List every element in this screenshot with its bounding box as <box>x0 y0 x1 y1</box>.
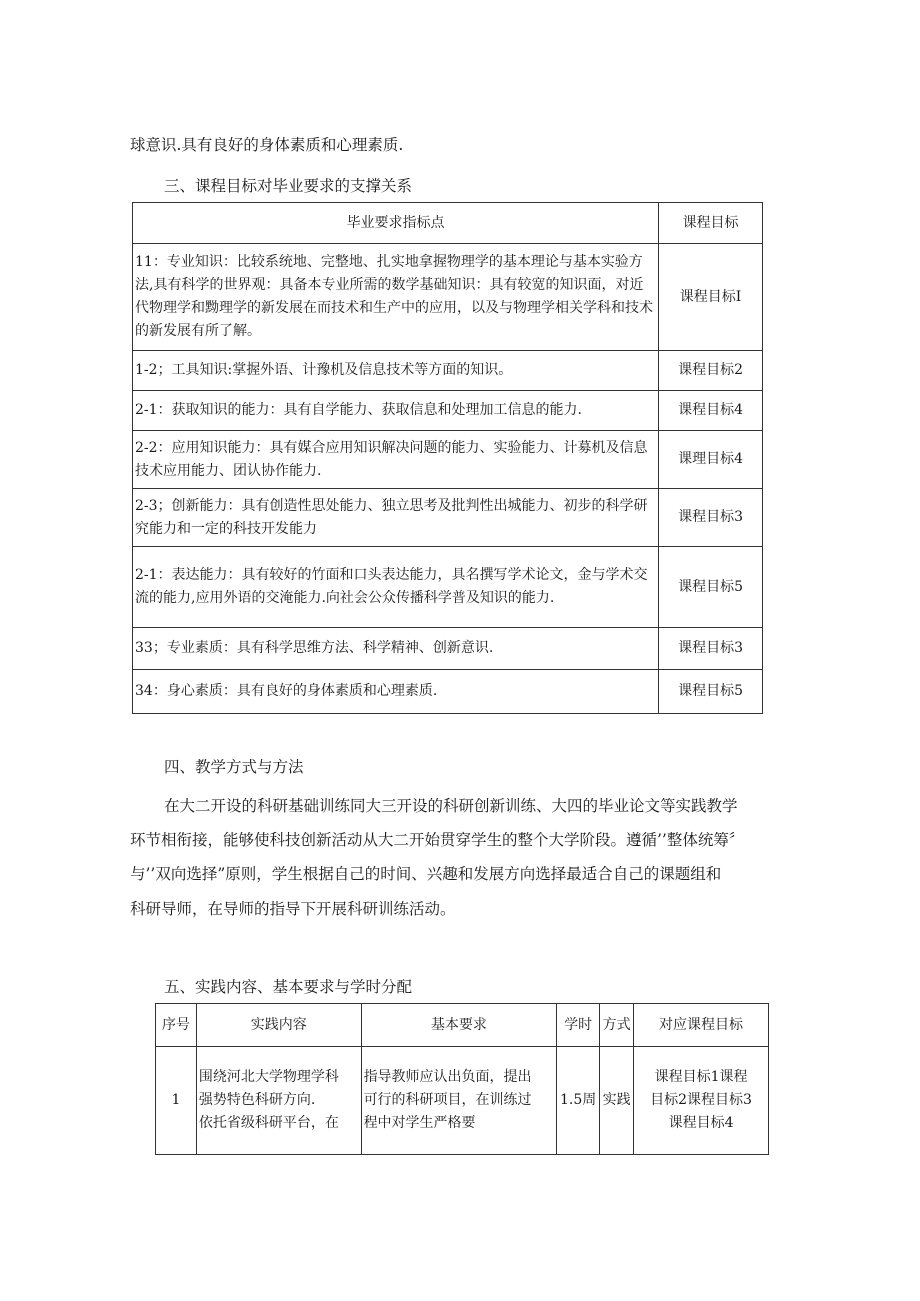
table-row <box>133 244 763 351</box>
goal-cell: 课程目标4 <box>659 391 763 431</box>
table-header-row <box>133 203 763 244</box>
goal-cell: 课程目标3 <box>659 489 763 547</box>
requirement-cell: 1-2；工具知识:掌握外语、计豫机及信息技术等方面的知识。 <box>133 351 659 391</box>
requirement-cell: 2-2：应用知识能力：具有媒合应用知识解决问题的能力、实验能力、计募机及信息技术应用能力、团认协作能力. <box>133 431 659 489</box>
header-goal: 对应课程目标 <box>634 1004 769 1047</box>
header-hours: 学时 <box>557 1004 600 1047</box>
table-row <box>133 628 763 670</box>
content-line: 围绕河北大学物理学科 <box>198 1069 339 1085</box>
table-row <box>133 391 763 431</box>
paragraph-line: 与’’双向选择”原则，学生根据自己的时间、兴趣和发展方向选择最适合自己的课题组和 <box>130 865 722 883</box>
requirement-cell: 2-3；创新能力：具有创造性思处能力、独立思考及批判性出城能力、初步的科学研究能力和一定的科技开发能力 <box>133 489 659 547</box>
goal-cell: 课理目标4 <box>659 431 763 489</box>
hours-cell: 1.5周 <box>557 1047 600 1155</box>
header-requirement: 基本要求 <box>361 1004 557 1047</box>
goal-cell: 课程目标3 <box>659 628 763 670</box>
section4-heading: 四、教学方式与方法 <box>164 758 304 776</box>
requirement-line: 程中对学生严格要 <box>363 1115 476 1131</box>
support-relation-table <box>132 202 763 714</box>
goal-cell: 课程目标2 <box>659 351 763 391</box>
row-no: 1 <box>156 1047 197 1155</box>
table-header-row <box>156 1004 769 1047</box>
table-row <box>133 489 763 547</box>
paragraph-line: 环节相衔接，能够使科技创新活动从大二开始贯穿学生的整个大学阶段。遵循’’整体统筹〞 <box>130 831 745 849</box>
goal-cell: 课程目标5 <box>659 547 763 628</box>
practice-table <box>155 1003 769 1155</box>
requirement-cell: 2-1：获取知识的能力：具有自学能力、获取信息和处理加工信息的能力. <box>133 391 659 431</box>
goal-cell: 课程目标5 <box>659 670 763 714</box>
content-line: 强势特色科研方向. <box>198 1092 316 1108</box>
header-no: 序号 <box>156 1004 197 1047</box>
content-cell <box>196 1047 361 1155</box>
requirement-cell: 34：身心素质：具有良好的身体素质和心理素质. <box>133 670 659 714</box>
goal-line: 课程目标1课程 <box>654 1069 748 1085</box>
content-line: 依托省级科研平台，在 <box>198 1115 339 1131</box>
section3-heading: 三、课程目标对毕业要求的支撑关系 <box>164 177 413 195</box>
goal-cell <box>634 1047 769 1155</box>
header-requirement: 毕业要求指标点 <box>133 203 659 244</box>
paragraph-line: 在大二开设的科研基础训练同大三开设的科研创新训练、大四的毕业论文等实践教学 <box>164 797 738 815</box>
table-row <box>133 670 763 714</box>
goal-line: 课程目标4 <box>668 1115 734 1131</box>
method-cell: 实践 <box>600 1047 634 1155</box>
header-method: 方式 <box>600 1004 634 1047</box>
table-row <box>156 1047 769 1155</box>
table-row <box>133 351 763 391</box>
table-row <box>133 431 763 489</box>
requirement-cell <box>361 1047 557 1155</box>
requirement-cell: 11：专业知识：比较系统地、完整地、扎实地拿握物理学的基本理论与基本实验方法,具有科学的世界观：具备本专业所需的数学基础知识：具有较宽的知识面，对近代物理学和黝理学的新发展在而技术和生产中的应用，以及与物理学相关学科和技术的新发展有所了解。 <box>133 244 659 351</box>
header-content: 实践内容 <box>196 1004 361 1047</box>
header-goal: 课程目标 <box>659 203 763 244</box>
section5-heading: 五、实践内容、基本要求与学时分配 <box>164 978 413 996</box>
table-row <box>133 547 763 628</box>
goal-line: 目标2课程目标3 <box>650 1092 752 1108</box>
requirement-line: 指导教师应认出负面，提出 <box>363 1069 532 1085</box>
requirement-line: 可行的科研项目，在训练过 <box>363 1092 532 1108</box>
requirement-cell: 33；专业素质：具有科学思维方法、科学精神、创新意识. <box>133 628 659 670</box>
requirement-cell: 2-1：表达能力：具有较好的竹面和口头表达能力，具名撰写学术论文，金与学术交流的能力,应用外语的交淹能力.向社会公众传播科学普及知识的能力. <box>133 547 659 628</box>
paragraph-line: 科研导师，在导师的指导下开展科研训练活动。 <box>130 900 456 918</box>
intro-line: 球意识.具有良好的身体素质和心理素质. <box>130 136 404 154</box>
goal-cell: 课程目标I <box>659 244 763 351</box>
